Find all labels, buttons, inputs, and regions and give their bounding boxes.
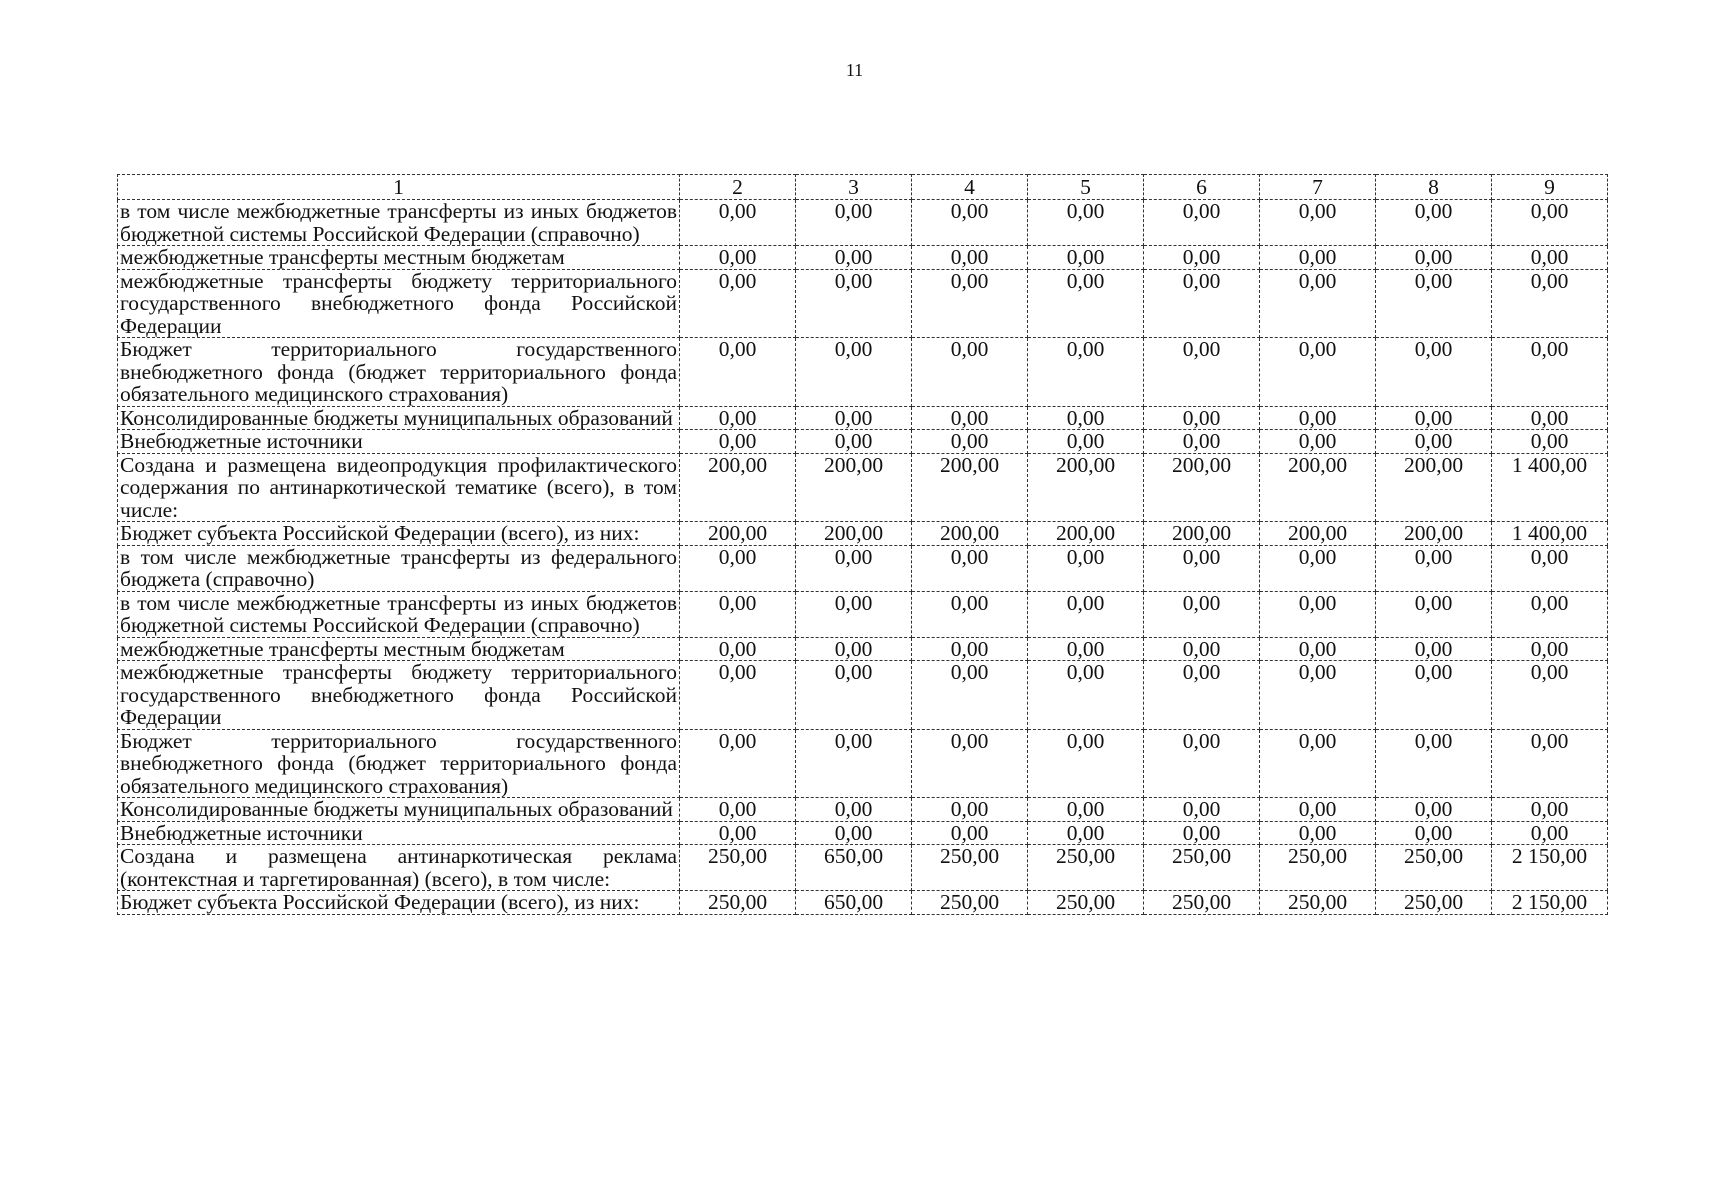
cell-value: 0,00 bbox=[1144, 200, 1260, 246]
cell-value: 0,00 bbox=[680, 269, 796, 338]
cell-value: 0,00 bbox=[1028, 729, 1144, 798]
cell-value: 0,00 bbox=[1376, 729, 1492, 798]
cell-value: 250,00 bbox=[680, 891, 796, 915]
row-label: межбюджетные трансферты бюджету территориального государственного внебюджетного фонда Российской Федерации bbox=[118, 269, 680, 338]
row-label: Внебюджетные источники bbox=[118, 821, 680, 845]
row-label: в том числе межбюджетные трансферты из иных бюджетов бюджетной системы Российской Федерации (справочно) bbox=[118, 200, 680, 246]
column-header: 9 bbox=[1492, 175, 1608, 200]
cell-value: 250,00 bbox=[1260, 845, 1376, 891]
column-header: 3 bbox=[796, 175, 912, 200]
cell-value: 0,00 bbox=[1492, 246, 1608, 270]
cell-value: 0,00 bbox=[680, 798, 796, 822]
cell-value: 0,00 bbox=[680, 246, 796, 270]
cell-value: 0,00 bbox=[912, 545, 1028, 591]
cell-value: 0,00 bbox=[1260, 406, 1376, 430]
cell-value: 0,00 bbox=[796, 637, 912, 661]
cell-value: 0,00 bbox=[912, 200, 1028, 246]
cell-value: 0,00 bbox=[1492, 729, 1608, 798]
cell-value: 0,00 bbox=[1376, 637, 1492, 661]
cell-value: 0,00 bbox=[1144, 729, 1260, 798]
cell-value: 0,00 bbox=[1144, 591, 1260, 637]
cell-value: 0,00 bbox=[796, 591, 912, 637]
cell-value: 0,00 bbox=[912, 661, 1028, 730]
table-row bbox=[118, 453, 1608, 522]
table-row bbox=[118, 338, 1608, 407]
cell-value: 0,00 bbox=[912, 798, 1028, 822]
cell-value: 0,00 bbox=[1028, 246, 1144, 270]
row-label: Бюджет территориального государственного внебюджетного фонда (бюджет территориального фонда обязательного медицинского страхования) bbox=[118, 729, 680, 798]
cell-value: 250,00 bbox=[1028, 845, 1144, 891]
cell-value: 0,00 bbox=[1144, 246, 1260, 270]
row-label: Консолидированные бюджеты муниципальных образований bbox=[118, 406, 680, 430]
cell-value: 0,00 bbox=[1376, 406, 1492, 430]
cell-value: 0,00 bbox=[1028, 338, 1144, 407]
cell-value: 200,00 bbox=[1144, 522, 1260, 546]
cell-value: 0,00 bbox=[1376, 821, 1492, 845]
cell-value: 0,00 bbox=[1260, 729, 1376, 798]
cell-value: 0,00 bbox=[1492, 591, 1608, 637]
cell-value: 0,00 bbox=[1028, 545, 1144, 591]
cell-value: 250,00 bbox=[1144, 845, 1260, 891]
budget-table bbox=[117, 174, 1608, 915]
cell-value: 250,00 bbox=[1376, 845, 1492, 891]
cell-value: 0,00 bbox=[912, 269, 1028, 338]
table-row bbox=[118, 798, 1608, 822]
cell-value: 0,00 bbox=[912, 246, 1028, 270]
row-label: межбюджетные трансферты местным бюджетам bbox=[118, 637, 680, 661]
cell-value: 0,00 bbox=[1492, 406, 1608, 430]
table-body bbox=[118, 200, 1608, 915]
cell-value: 0,00 bbox=[1260, 821, 1376, 845]
cell-value: 0,00 bbox=[1376, 338, 1492, 407]
cell-value: 200,00 bbox=[1028, 522, 1144, 546]
cell-value: 0,00 bbox=[1028, 591, 1144, 637]
cell-value: 0,00 bbox=[1376, 246, 1492, 270]
row-label: Бюджет субъекта Российской Федерации (всего), из них: bbox=[118, 891, 680, 915]
cell-value: 0,00 bbox=[1376, 545, 1492, 591]
cell-value: 0,00 bbox=[1492, 200, 1608, 246]
column-header: 5 bbox=[1028, 175, 1144, 200]
cell-value: 650,00 bbox=[796, 891, 912, 915]
cell-value: 0,00 bbox=[1376, 798, 1492, 822]
cell-value: 0,00 bbox=[1260, 661, 1376, 730]
cell-value: 0,00 bbox=[1144, 430, 1260, 454]
cell-value: 0,00 bbox=[1376, 269, 1492, 338]
row-label: Бюджет территориального государственного внебюджетного фонда (бюджет территориального фонда обязательного медицинского страхования) bbox=[118, 338, 680, 407]
cell-value: 200,00 bbox=[1144, 453, 1260, 522]
cell-value: 0,00 bbox=[1260, 338, 1376, 407]
cell-value: 0,00 bbox=[1376, 430, 1492, 454]
cell-value: 200,00 bbox=[680, 522, 796, 546]
cell-value: 0,00 bbox=[796, 200, 912, 246]
cell-value: 0,00 bbox=[1028, 406, 1144, 430]
cell-value: 0,00 bbox=[796, 661, 912, 730]
cell-value: 0,00 bbox=[680, 637, 796, 661]
cell-value: 0,00 bbox=[796, 406, 912, 430]
cell-value: 200,00 bbox=[1028, 453, 1144, 522]
cell-value: 0,00 bbox=[1260, 591, 1376, 637]
cell-value: 250,00 bbox=[912, 845, 1028, 891]
cell-value: 0,00 bbox=[912, 591, 1028, 637]
cell-value: 250,00 bbox=[1144, 891, 1260, 915]
table-row bbox=[118, 891, 1608, 915]
cell-value: 200,00 bbox=[1376, 522, 1492, 546]
cell-value: 0,00 bbox=[1492, 821, 1608, 845]
cell-value: 1 400,00 bbox=[1492, 522, 1608, 546]
cell-value: 250,00 bbox=[912, 891, 1028, 915]
table-row bbox=[118, 522, 1608, 546]
cell-value: 0,00 bbox=[1144, 545, 1260, 591]
cell-value: 0,00 bbox=[1144, 338, 1260, 407]
cell-value: 0,00 bbox=[1028, 821, 1144, 845]
cell-value: 0,00 bbox=[796, 338, 912, 407]
cell-value: 0,00 bbox=[1144, 821, 1260, 845]
row-label: Создана и размещена видеопродукция профилактического содержания по антинаркотической тематике (всего), в том числе: bbox=[118, 453, 680, 522]
cell-value: 0,00 bbox=[796, 545, 912, 591]
cell-value: 0,00 bbox=[796, 798, 912, 822]
cell-value: 0,00 bbox=[680, 821, 796, 845]
cell-value: 0,00 bbox=[912, 729, 1028, 798]
cell-value: 0,00 bbox=[1260, 269, 1376, 338]
table-row bbox=[118, 269, 1608, 338]
cell-value: 0,00 bbox=[1144, 661, 1260, 730]
cell-value: 0,00 bbox=[1028, 200, 1144, 246]
page-number: 11 bbox=[845, 60, 864, 80]
table-row bbox=[118, 406, 1608, 430]
cell-value: 0,00 bbox=[680, 661, 796, 730]
cell-value: 250,00 bbox=[680, 845, 796, 891]
table-row bbox=[118, 729, 1608, 798]
cell-value: 0,00 bbox=[1260, 545, 1376, 591]
header-row bbox=[118, 175, 1608, 200]
cell-value: 200,00 bbox=[680, 453, 796, 522]
cell-value: 0,00 bbox=[1492, 637, 1608, 661]
column-header: 6 bbox=[1144, 175, 1260, 200]
cell-value: 0,00 bbox=[1028, 430, 1144, 454]
row-label: Создана и размещена антинаркотическая реклама (контекстная и таргетированная) (всего), в том числе: bbox=[118, 845, 680, 891]
cell-value: 200,00 bbox=[796, 522, 912, 546]
row-label: в том числе межбюджетные трансферты из федерального бюджета (справочно) bbox=[118, 545, 680, 591]
cell-value: 200,00 bbox=[1376, 453, 1492, 522]
table-row bbox=[118, 845, 1608, 891]
cell-value: 1 400,00 bbox=[1492, 453, 1608, 522]
column-header: 2 bbox=[680, 175, 796, 200]
row-label: Внебюджетные источники bbox=[118, 430, 680, 454]
cell-value: 200,00 bbox=[1260, 453, 1376, 522]
cell-value: 2 150,00 bbox=[1492, 845, 1608, 891]
cell-value: 250,00 bbox=[1028, 891, 1144, 915]
cell-value: 0,00 bbox=[1028, 661, 1144, 730]
row-label: в том числе межбюджетные трансферты из иных бюджетов бюджетной системы Российской Федерации (справочно) bbox=[118, 591, 680, 637]
cell-value: 250,00 bbox=[1376, 891, 1492, 915]
row-label: межбюджетные трансферты местным бюджетам bbox=[118, 246, 680, 270]
cell-value: 0,00 bbox=[912, 821, 1028, 845]
cell-value: 0,00 bbox=[1028, 798, 1144, 822]
column-header: 1 bbox=[118, 175, 680, 200]
cell-value: 0,00 bbox=[1260, 200, 1376, 246]
cell-value: 650,00 bbox=[796, 845, 912, 891]
row-label: межбюджетные трансферты бюджету территориального государственного внебюджетного фонда Российской Федерации bbox=[118, 661, 680, 730]
cell-value: 0,00 bbox=[796, 430, 912, 454]
cell-value: 0,00 bbox=[912, 637, 1028, 661]
cell-value: 0,00 bbox=[912, 406, 1028, 430]
cell-value: 0,00 bbox=[1492, 338, 1608, 407]
cell-value: 0,00 bbox=[680, 545, 796, 591]
table-row bbox=[118, 545, 1608, 591]
cell-value: 0,00 bbox=[1260, 246, 1376, 270]
cell-value: 200,00 bbox=[796, 453, 912, 522]
cell-value: 0,00 bbox=[912, 430, 1028, 454]
cell-value: 0,00 bbox=[796, 821, 912, 845]
column-header: 8 bbox=[1376, 175, 1492, 200]
cell-value: 200,00 bbox=[912, 453, 1028, 522]
cell-value: 0,00 bbox=[1144, 406, 1260, 430]
table-row bbox=[118, 591, 1608, 637]
cell-value: 0,00 bbox=[1144, 269, 1260, 338]
cell-value: 0,00 bbox=[1376, 591, 1492, 637]
table-row bbox=[118, 637, 1608, 661]
cell-value: 0,00 bbox=[796, 246, 912, 270]
cell-value: 0,00 bbox=[1376, 661, 1492, 730]
cell-value: 0,00 bbox=[1492, 430, 1608, 454]
cell-value: 2 150,00 bbox=[1492, 891, 1608, 915]
cell-value: 0,00 bbox=[1260, 798, 1376, 822]
table-row bbox=[118, 246, 1608, 270]
cell-value: 0,00 bbox=[1492, 661, 1608, 730]
cell-value: 0,00 bbox=[680, 729, 796, 798]
cell-value: 0,00 bbox=[1144, 798, 1260, 822]
cell-value: 0,00 bbox=[1376, 200, 1492, 246]
row-label: Бюджет субъекта Российской Федерации (всего), из них: bbox=[118, 522, 680, 546]
table-row bbox=[118, 821, 1608, 845]
cell-value: 200,00 bbox=[1260, 522, 1376, 546]
cell-value: 0,00 bbox=[1028, 269, 1144, 338]
cell-value: 0,00 bbox=[680, 338, 796, 407]
cell-value: 0,00 bbox=[680, 591, 796, 637]
table-row bbox=[118, 200, 1608, 246]
row-label: Консолидированные бюджеты муниципальных образований bbox=[118, 798, 680, 822]
table-row bbox=[118, 430, 1608, 454]
cell-value: 0,00 bbox=[1144, 637, 1260, 661]
column-header: 4 bbox=[912, 175, 1028, 200]
cell-value: 0,00 bbox=[1492, 545, 1608, 591]
cell-value: 0,00 bbox=[796, 269, 912, 338]
cell-value: 0,00 bbox=[680, 430, 796, 454]
cell-value: 250,00 bbox=[1260, 891, 1376, 915]
cell-value: 0,00 bbox=[680, 200, 796, 246]
cell-value: 0,00 bbox=[1260, 430, 1376, 454]
cell-value: 200,00 bbox=[912, 522, 1028, 546]
table-row bbox=[118, 661, 1608, 730]
cell-value: 0,00 bbox=[1492, 269, 1608, 338]
cell-value: 0,00 bbox=[680, 406, 796, 430]
cell-value: 0,00 bbox=[1028, 637, 1144, 661]
cell-value: 0,00 bbox=[796, 729, 912, 798]
cell-value: 0,00 bbox=[1492, 798, 1608, 822]
cell-value: 0,00 bbox=[912, 338, 1028, 407]
cell-value: 0,00 bbox=[1260, 637, 1376, 661]
column-header: 7 bbox=[1260, 175, 1376, 200]
